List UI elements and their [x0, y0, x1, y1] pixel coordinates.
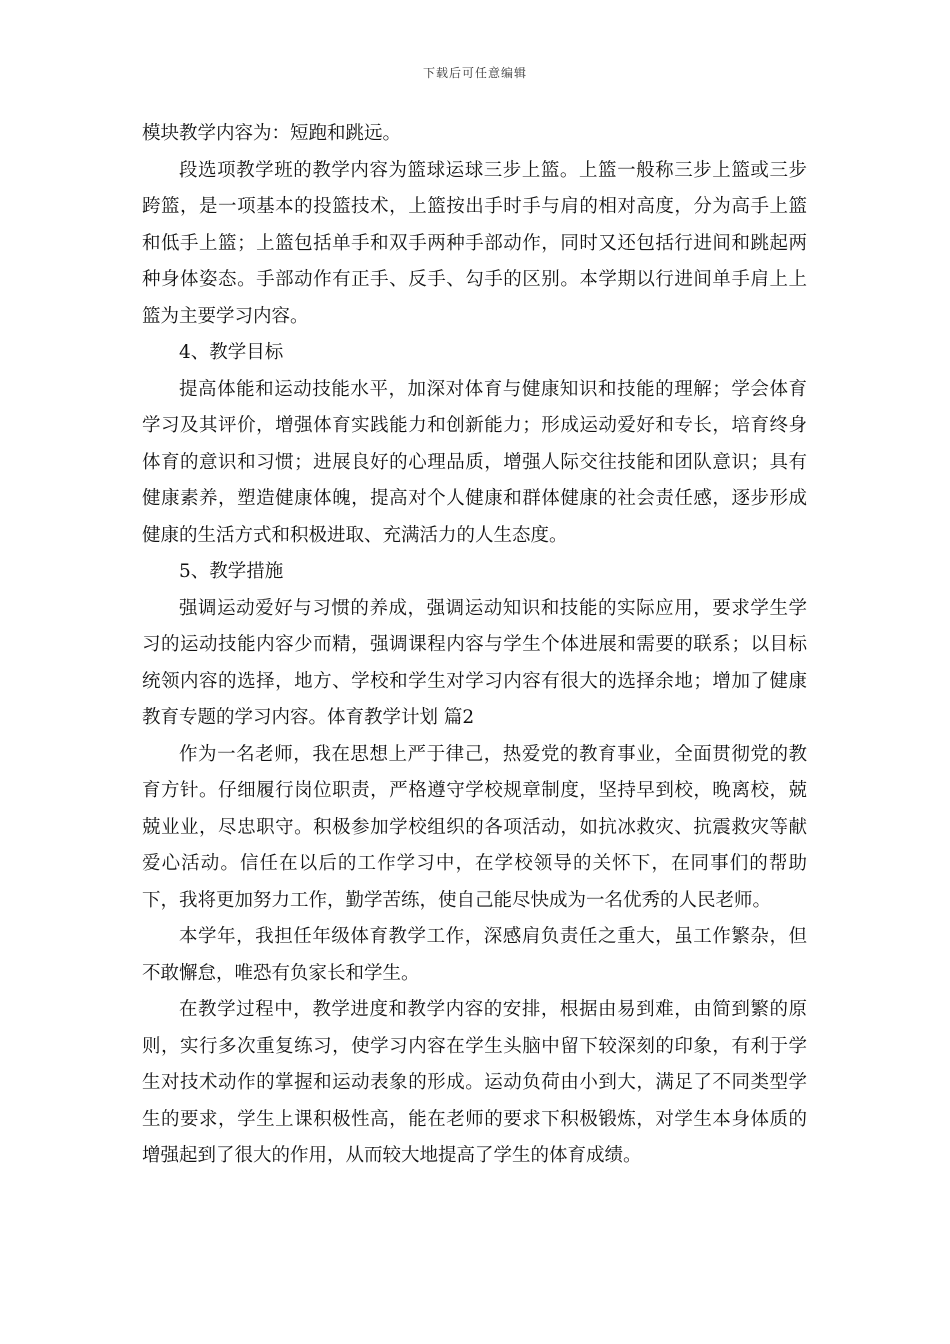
- heading-teaching-goals: 4、教学目标: [179, 342, 284, 363]
- paragraph-teacher-statement: 作为一名老师，我在思想上严于律己，热爱党的教育事业，全面贯彻党的教育方针。仔细履行岗位职责，严格遵守学校规章制度，坚持早到校，晚离校，兢兢业业，尽忠职守。积极参加学校组织的各项活动，如抗冰救灾、抗震救灾等献爱心活动。信任在以后的工作学习中，在学校领导的关怀下，在同事们的帮助下，我将更加努力工作，勤学苦练，使自己能尽快成为一名优秀的人民老师。: [142, 743, 807, 911]
- paragraph-teaching-measures: 强调运动爱好与习惯的养成，强调运动知识和技能的实际应用，要求学生学习的运动技能内容少而精，强调课程内容与学生个体进展和需要的联系；以目标统领内容的选择，地方、学校和学生对学习内容有很大的选择余地；增加了健康教育专题的学习内容。体育教学计划 篇2: [142, 597, 807, 728]
- paragraph-school-year: 本学年，我担任年级体育教学工作，深感肩负责任之重大，虽工作繁杂，但不敢懈怠，唯恐有负家长和学生。: [142, 926, 807, 984]
- paragraph-teaching-goals: 提高体能和运动技能水平，加深对体育与健康知识和技能的理解；学会体育学习及其评价，增强体育实践能力和创新能力；形成运动爱好和专长，培育终身体育的意识和习惯；进展良好的心理品质，增强人际交往技能和团队意识；具有健康素养，塑造健康体魄，提高对个人健康和群体健康的社会责任感，逐步形成健康的生活方式和积极进取、充满活力的人生态度。: [142, 378, 807, 546]
- page-header: 下载后可任意编辑: [422, 66, 527, 80]
- heading-teaching-measures: 5、教学措施: [179, 561, 284, 582]
- document-body: [142, 116, 807, 1175]
- paragraph-basketball-layup: 段选项教学班的教学内容为篮球运球三步上篮。上篮一般称三步上篮或三步跨篮，是一项基本的投篮技术，上篮按出手时手与肩的相对高度，分为高手上篮和低手上篮；上篮包括单手和双手两种手部动作，同时又还包括行进间和跳起两种身体姿态。手部动作有正手、反手、勾手的区别。本学期以行进间单手肩上上篮为主要学习内容。: [142, 159, 807, 327]
- paragraph-teaching-process: 在教学过程中，教学进度和教学内容的安排，根据由易到难，由简到繁的原则，实行多次重复练习，使学习内容在学生头脑中留下较深刻的印象，有利于学生对技术动作的掌握和运动表象的形成。运动负荷由小到大，满足了不同类型学生的要求，学生上课积极性高，能在老师的要求下积极锻炼，对学生本身体质的增强起到了很大的作用，从而较大地提高了学生的体育成绩。: [142, 999, 807, 1166]
- paragraph-module-content: 模块教学内容为：短跑和跳远。: [142, 123, 402, 144]
